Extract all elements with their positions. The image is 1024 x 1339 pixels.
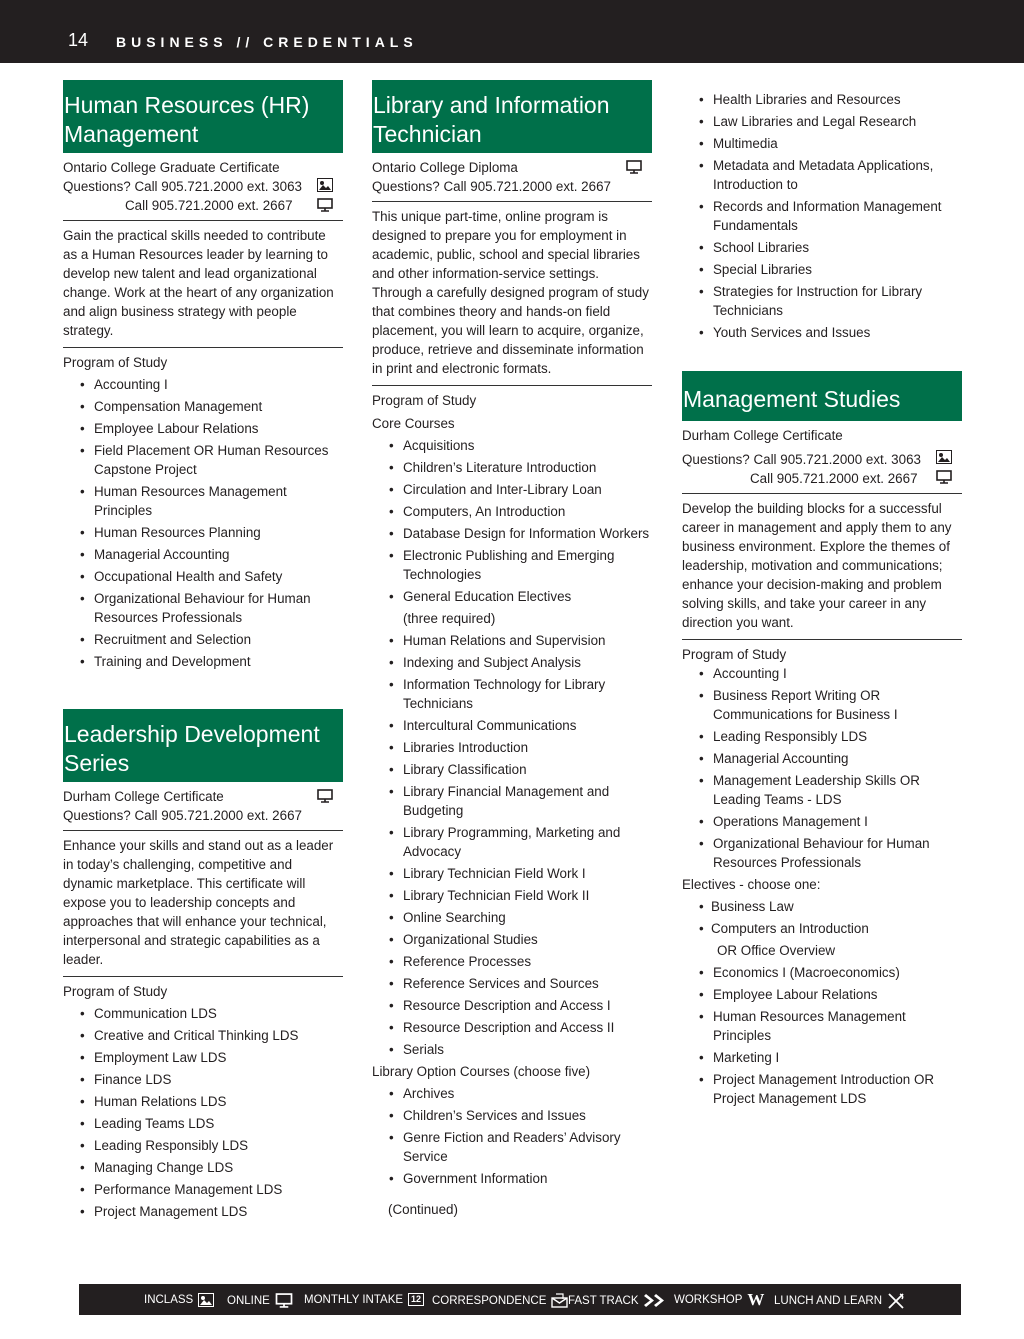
list-item: • Leading Teams LDS bbox=[63, 1114, 343, 1133]
lit-program-label: Program of Study bbox=[372, 393, 477, 408]
lds-program-label: Program of Study bbox=[63, 984, 168, 999]
lit-questions: Questions? Call 905.721.2000 ext. 2667 bbox=[372, 179, 611, 194]
lit-core-note: (three required) bbox=[403, 611, 496, 626]
list-item: • Reference Processes bbox=[372, 952, 652, 971]
lds-title: Leadership Development Series bbox=[63, 709, 343, 782]
list-item: • Operations Management I bbox=[682, 812, 962, 831]
list-item: • General Education Electives bbox=[372, 587, 652, 606]
list-item: • Organizational Studies bbox=[372, 930, 652, 949]
legend-correspondence-label: CORRESPONDENCE bbox=[432, 1294, 547, 1307]
list-item: • Metadata and Metadata Applications, Introduction to bbox=[682, 156, 962, 194]
page-number: 14 bbox=[68, 30, 89, 50]
list-item: • Database Design for Information Workers bbox=[372, 524, 652, 543]
legend-lunch-and-learn bbox=[774, 1293, 905, 1309]
list-item: • Library Technician Field Work I bbox=[372, 864, 652, 883]
elective-continuation: OR Office Overview bbox=[717, 943, 836, 958]
list-item: • Project Management LDS bbox=[63, 1202, 343, 1221]
list-item: • Indexing and Subject Analysis bbox=[372, 653, 652, 672]
online-icon bbox=[317, 789, 333, 803]
lds-course-list bbox=[63, 1004, 343, 1221]
list-item: • Law Libraries and Legal Research bbox=[682, 112, 962, 131]
lit-core-list bbox=[372, 436, 652, 606]
list-item: • Genre Fiction and Readers’ Advisory Service bbox=[372, 1128, 652, 1166]
list-item: • Human Relations and Supervision bbox=[372, 631, 652, 650]
list-item: • Marketing I bbox=[682, 1048, 962, 1067]
lds-questions: Questions? Call 905.721.2000 ext. 2667 bbox=[63, 808, 302, 823]
list-item: • Managerial Accounting bbox=[682, 749, 962, 768]
online-icon bbox=[275, 1293, 293, 1308]
hr-description: Gain the practical skills needed to contribute as a Human Resources leader by learning to develop new talent and lead organizational change. Work at the heart of any organization and align business strategy with people strategy. bbox=[63, 228, 334, 338]
lit-options-continued bbox=[682, 90, 962, 345]
list-item: • Library Technician Field Work II bbox=[372, 886, 652, 905]
legend-online bbox=[227, 1293, 293, 1308]
list-item: • Accounting I bbox=[682, 664, 962, 683]
ms-electives-label: Electives - choose one: bbox=[682, 877, 821, 892]
hr-call: Call 905.721.2000 ext. 2667 bbox=[125, 198, 293, 213]
list-item: • Children’s Services and Issues bbox=[372, 1106, 652, 1125]
list-item: • Organizational Behaviour for Human Resources Professionals bbox=[63, 589, 343, 627]
lds-credential: Durham College Certificate bbox=[63, 789, 224, 804]
hr-meta bbox=[63, 158, 343, 215]
legend-workshop-label: WORKSHOP bbox=[674, 1294, 743, 1306]
list-item: • Youth Services and Issues bbox=[682, 323, 962, 342]
lds-description: Enhance your skills and stand out as a leader in today’s challenging, competitive and dynamic marketplace. This certificate will expose you to leadership concepts and approaches that will enhance your technical, interpersonal and strategic capabilities as a leader. bbox=[63, 838, 334, 967]
list-item: • School Libraries bbox=[682, 238, 962, 257]
lit-program bbox=[372, 80, 652, 1219]
section-title: BUSINESS // CREDENTIALS bbox=[116, 34, 418, 50]
legend-workshop bbox=[674, 1290, 765, 1309]
list-item: • Performance Management LDS bbox=[63, 1180, 343, 1199]
list-item: • Human Resources Management Principles bbox=[682, 1007, 962, 1045]
inclass-icon bbox=[198, 1293, 214, 1307]
list-item: • Recruitment and Selection bbox=[63, 630, 343, 649]
list-item: • Creative and Critical Thinking LDS bbox=[63, 1026, 343, 1045]
envelope-icon bbox=[551, 1293, 568, 1308]
lit-option-label: Library Option Courses (choose five) bbox=[372, 1064, 591, 1079]
ms-credential: Durham College Certificate bbox=[682, 428, 843, 443]
lit-core-label: Core Courses bbox=[372, 416, 455, 431]
ms-questions: Questions? Call 905.721.2000 ext. 3063 bbox=[682, 452, 921, 467]
list-item: • Serials bbox=[372, 1040, 652, 1059]
list-item: • Employee Labour Relations bbox=[682, 985, 962, 1004]
workshop-icon: W bbox=[747, 1290, 765, 1309]
list-item: • Management Leadership Skills OR Leading Teams - LDS bbox=[682, 771, 962, 809]
list-item: • Communication LDS bbox=[63, 1004, 343, 1023]
list-item: • Computers an Introduction bbox=[682, 919, 962, 938]
delivery-legend bbox=[79, 1284, 961, 1315]
hr-title: Human Resources (HR) Management bbox=[63, 80, 343, 153]
list-item: • Project Management Introduction OR Project Management LDS bbox=[682, 1070, 962, 1108]
list-item: • Multimedia bbox=[682, 134, 962, 153]
list-item: • Library Programming, Marketing and Advocacy bbox=[372, 823, 652, 861]
list-item: • Employee Labour Relations bbox=[63, 419, 343, 438]
hr-credential: Ontario College Graduate Certificate bbox=[63, 160, 280, 175]
list-item: • Business Law bbox=[682, 897, 962, 916]
list-item: • Strategies for Instruction for Library Technicians bbox=[682, 282, 962, 320]
list-item: • Online Searching bbox=[372, 908, 652, 927]
list-item: • Human Resources Planning bbox=[63, 523, 343, 542]
list-item: • Compensation Management bbox=[63, 397, 343, 416]
list-item: • Leading Responsibly LDS bbox=[63, 1136, 343, 1155]
list-item: • Economics I (Macroeconomics) bbox=[682, 963, 962, 982]
ms-course-list bbox=[682, 664, 962, 872]
legend-monthly-intake bbox=[304, 1293, 424, 1306]
ms-description: Develop the building blocks for a successful career in management and apply them to any business environment. Explore the themes of leadership, motivation and communications; enhance your decision-making and problem solving skills, and take your career in any direction you want. bbox=[682, 501, 952, 630]
continued-note: (Continued) bbox=[388, 1202, 458, 1217]
list-item: • Organizational Behaviour for Human Resources Professionals bbox=[682, 834, 962, 872]
utensils-icon bbox=[887, 1293, 905, 1309]
list-item: • Libraries Introduction bbox=[372, 738, 652, 757]
lds-meta bbox=[63, 787, 343, 825]
ms-meta bbox=[682, 426, 962, 488]
list-item: • Field Placement OR Human Resources Capstone Project bbox=[63, 441, 343, 479]
legend-online-label: ONLINE bbox=[227, 1294, 270, 1307]
ms-program bbox=[682, 371, 962, 1111]
list-item: • Health Libraries and Resources bbox=[682, 90, 962, 109]
list-item: • Training and Development bbox=[63, 652, 343, 671]
calendar-icon: 12 bbox=[408, 1293, 424, 1306]
legend-inclass bbox=[144, 1293, 214, 1307]
list-item: • Managing Change LDS bbox=[63, 1158, 343, 1177]
hr-course-list bbox=[63, 375, 343, 671]
fast-forward-icon bbox=[644, 1293, 668, 1308]
lit-description: This unique part-time, online program is designed to prepare you for employment in academic, public, school and special libraries and other information-service settings. Through a carefully designed program of study that combines theory and hands-on field placement, you will learn to acquire, organize, produce, retrieve and disseminate information in print and electronic formats. bbox=[372, 209, 649, 376]
page-header bbox=[0, 0, 1024, 63]
list-item: • Employment Law LDS bbox=[63, 1048, 343, 1067]
list-item: • Government Information bbox=[372, 1169, 652, 1188]
ms-electives-first bbox=[682, 897, 962, 938]
lit-core-list-cont bbox=[372, 631, 652, 1059]
list-item: • Resource Description and Access I bbox=[372, 996, 652, 1015]
hr-program bbox=[63, 80, 343, 674]
list-item: • Acquisitions bbox=[372, 436, 652, 455]
online-icon bbox=[317, 198, 333, 212]
legend-lunch-label: LUNCH AND LEARN bbox=[774, 1295, 882, 1307]
lit-option-list bbox=[372, 1084, 652, 1188]
hr-questions: Questions? Call 905.721.2000 ext. 3063 bbox=[63, 179, 302, 194]
list-item: • Accounting I bbox=[63, 375, 343, 394]
list-item: • Circulation and Inter-Library Loan bbox=[372, 480, 652, 499]
lit-credential: Ontario College Diploma bbox=[372, 160, 518, 175]
list-item: • Library Financial Management and Budgeting bbox=[372, 782, 652, 820]
hr-program-label: Program of Study bbox=[63, 355, 168, 370]
lds-program bbox=[63, 709, 343, 1224]
list-item: • Occupational Health and Safety bbox=[63, 567, 343, 586]
ms-electives-list bbox=[682, 963, 962, 1108]
list-item: • Human Resources Management Principles bbox=[63, 482, 343, 520]
ms-program-label: Program of Study bbox=[682, 647, 787, 662]
list-item: • Resource Description and Access II bbox=[372, 1018, 652, 1037]
ms-call: Call 905.721.2000 ext. 2667 bbox=[750, 471, 918, 486]
list-item: • Archives bbox=[372, 1084, 652, 1103]
legend-fast-track bbox=[568, 1293, 668, 1308]
list-item: • Human Relations LDS bbox=[63, 1092, 343, 1111]
ms-title: Management Studies bbox=[682, 371, 962, 421]
inclass-icon bbox=[936, 450, 952, 464]
list-item: • Library Classification bbox=[372, 760, 652, 779]
list-item: • Leading Responsibly LDS bbox=[682, 727, 962, 746]
list-item: • Children’s Literature Introduction bbox=[372, 458, 652, 477]
list-item: • Information Technology for Library Technicians bbox=[372, 675, 652, 713]
lit-title: Library and Information Technician bbox=[372, 80, 652, 153]
list-item: • Managerial Accounting bbox=[63, 545, 343, 564]
online-icon bbox=[936, 470, 952, 484]
legend-correspondence bbox=[432, 1293, 568, 1308]
lit-option-list-cont bbox=[682, 90, 962, 342]
list-item: • Special Libraries bbox=[682, 260, 962, 279]
legend-monthly-label: MONTHLY INTAKE bbox=[304, 1293, 404, 1306]
list-item: • Finance LDS bbox=[63, 1070, 343, 1089]
lit-meta bbox=[372, 158, 652, 196]
online-icon bbox=[626, 160, 642, 174]
inclass-icon bbox=[317, 178, 333, 192]
list-item: • Records and Information Management Fundamentals bbox=[682, 197, 962, 235]
list-item: • Computers, An Introduction bbox=[372, 502, 652, 521]
list-item: • Intercultural Communications bbox=[372, 716, 652, 735]
legend-inclass-label: INCLASS bbox=[144, 1294, 194, 1306]
list-item: • Reference Services and Sources bbox=[372, 974, 652, 993]
legend-fasttrack-label: FAST TRACK bbox=[568, 1294, 639, 1307]
list-item: • Electronic Publishing and Emerging Technologies bbox=[372, 546, 652, 584]
list-item: • Business Report Writing OR Communications for Business I bbox=[682, 686, 962, 724]
